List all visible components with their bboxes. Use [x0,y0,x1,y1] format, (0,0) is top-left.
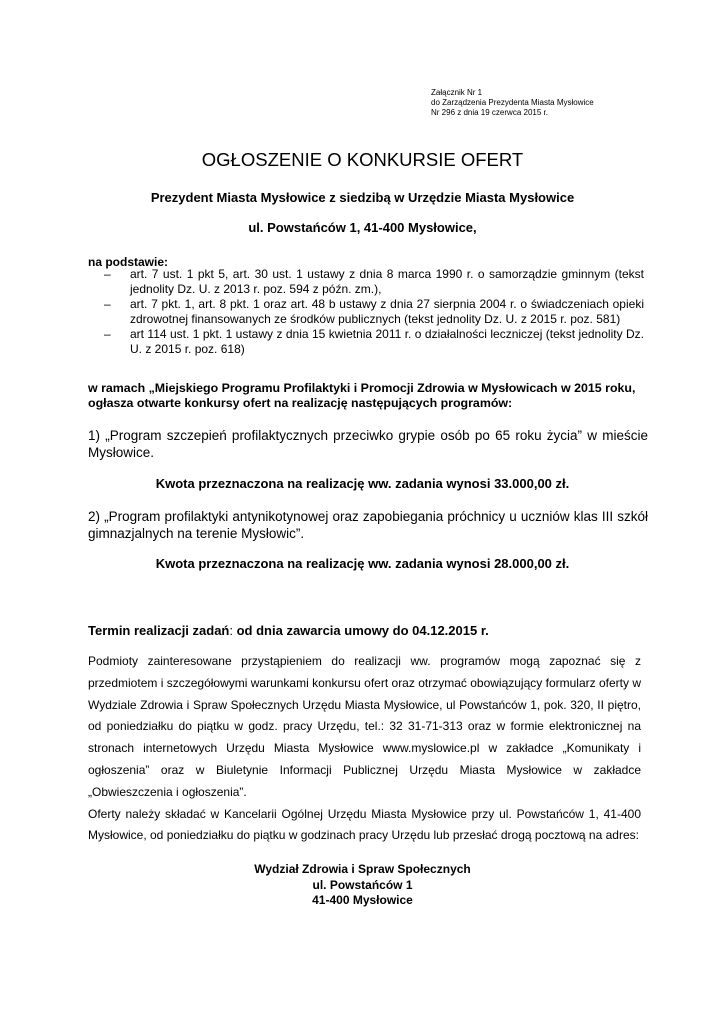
legal-basis-item [104,327,644,357]
postal-address [0,862,725,909]
program-2: 2) „Program profilaktyki antynikotynowej oraz zapobiegania próchnicy u uczniów klas III szkół gimnazjalnych na terenie Mysłowic”. [88,509,648,541]
term-colon: : [229,623,237,638]
legal-basis-item [104,267,644,297]
legal-basis-item [104,297,644,327]
dash-bullet: – [104,297,111,311]
legal-basis-text: art 114 ust. 1 pkt. 1 ustawy z dnia 15 kwietnia 2011 r. o działalności leczniczej (tekst jednolity Dz. U. z 2015 r. poz. 618) [130,327,644,356]
address-line-3: 41-400 Mysłowice [312,893,413,907]
dash-bullet: – [104,327,111,341]
legal-basis-label: na podstawie: [88,255,169,269]
body-text [88,651,641,847]
annex-line-3: Nr 296 z dnia 19 czerwca 2015 r. [431,108,548,117]
legal-basis-text: art. 7 pkt. 1, art. 8 pkt. 1 oraz art. 48 b ustawy z dnia 27 sierpnia 2004 r. o świadczeniach opieki zdrowotnej finansowanych ze środków publicznych (tekst jednolity Dz. U. z 2015 r. poz. 581) [130,297,644,326]
body-paragraph-2: Oferty należy składać w Kancelarii Ogólnej Urzędu Miasta Mysłowice przy ul. Powstańców 1, 41-400 Mysłowice, od poniedziałku do piątku w godzinach pracy Urzędu lub przesłać drogą pocztową na adres: [88,806,641,843]
program-intro: w ramach „Miejskiego Programu Profilaktyki i Promocji Zdrowia w Mysłowicach w 2015 roku, ogłasza otwarte konkursy ofert na realizację następujących programów: [88,381,636,410]
program-1: 1) „Program szczepień profilaktycznych przeciwko grypie osób po 65 roku życia” w mieście Mysłowice. [88,428,648,460]
realization-term [88,623,489,638]
legal-basis-list [104,267,644,357]
term-value: od dnia zawarcia umowy do 04.12.2015 r. [236,623,489,638]
annex-line-1: Załącznik Nr 1 [431,88,483,97]
legal-basis-text: art. 7 ust. 1 pkt 5, art. 30 ust. 1 ustawy z dnia 8 marca 1990 r. o samorządzie gminnym (tekst jednolity Dz. U. z 2013 r. poz. 594 z późn. zm.), [130,267,644,296]
body-paragraph-1: Podmioty zainteresowane przystąpieniem do realizacji ww. programów mogą zapoznać się z przedmiotem i szczegółowymi warunkami konkursu ofert oraz otrzymać obowiązujący formularz oferty w Wydziale Zdrowia i Spraw Społecznych Urzędu Miasta Mysłowice, ul Powstańców 1, pok. 320, II piętro, od poniedziałku do piątku w godz. pracy Urzędu, tel.: 32 31-71-313 oraz w formie elektronicznej na stronach internetowych Urzędu Miasta Mysłowice www.myslowice.pl w zakładce „Komunikaty i ogłoszenia” oraz w Biuletynie Informacji Publicznej Urzędu Miasta Mysłowice w zakładce „Obwieszczenia i ogłoszenia”. [88,654,641,799]
program-1-amount: Kwota przeznaczona na realizację ww. zadania wynosi 33.000,00 zł. [155,476,570,491]
dash-bullet: – [104,267,111,281]
issuer-line: Prezydent Miasta Mysłowice z siedzibą w Urzędzie Miasta Mysłowice [150,190,575,205]
program-2-amount: Kwota przeznaczona na realizację ww. zadania wynosi 28.000,00 zł. [155,556,570,571]
document-title: OGŁOSZENIE O KONKURSIE OFERT [201,149,524,170]
annex-line-2: do Zarządzenia Prezydenta Miasta Mysłowice [431,98,594,107]
issuer-address: ul. Powstańców 1, 41-400 Mysłowice, [248,220,477,235]
address-line-2: ul. Powstańców 1 [312,877,413,892]
term-label: Termin realizacji zadań [88,623,230,638]
annex-note [431,88,594,118]
address-line-1: Wydział Zdrowia i Spraw Społecznych [254,862,471,876]
